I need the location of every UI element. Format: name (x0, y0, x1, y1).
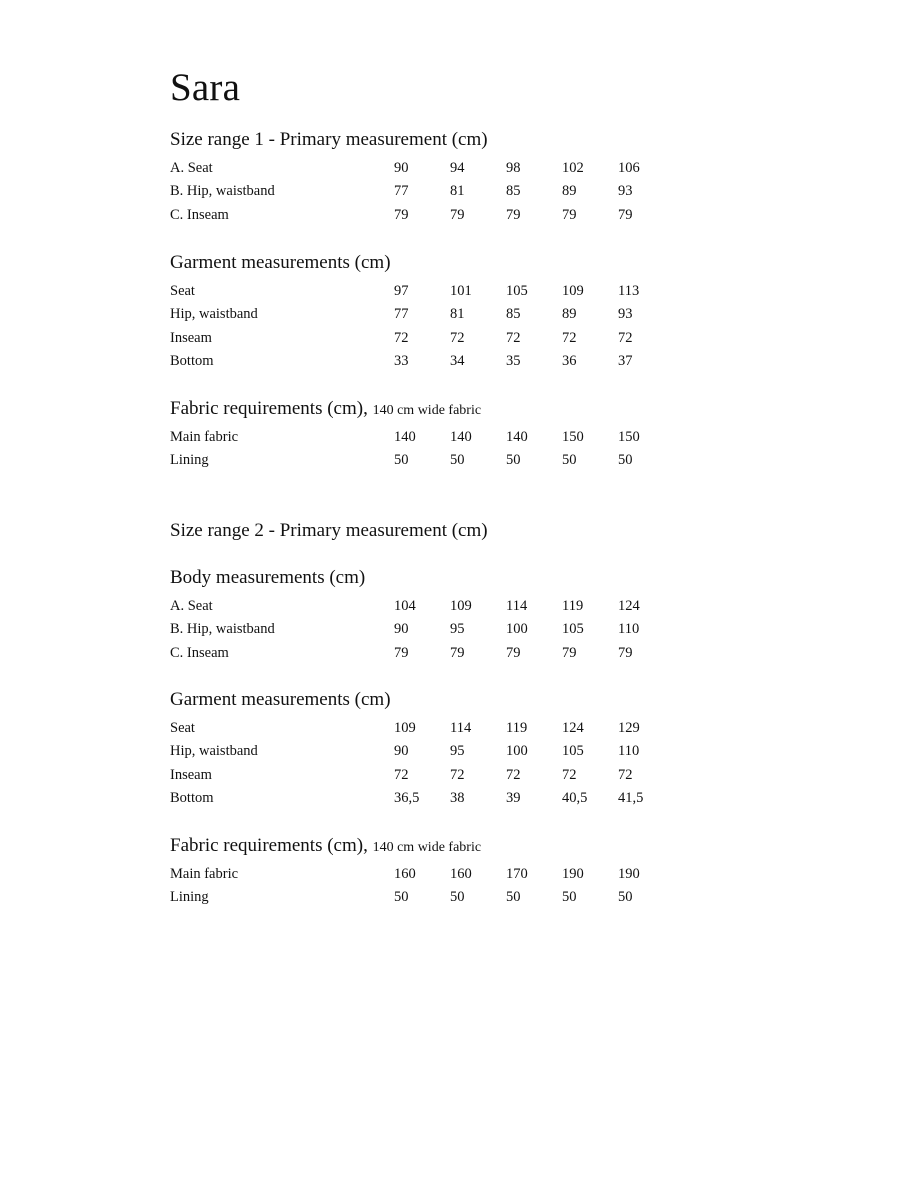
table-row-inseam (170, 327, 730, 350)
size-value-3: 79 (506, 206, 521, 223)
row-label: B. Hip, waistband (170, 621, 275, 638)
size-value-3: 35 (506, 353, 521, 370)
size-value-1: 33 (394, 353, 409, 370)
size-value-1: 77 (394, 306, 409, 323)
size-value-3: 85 (506, 183, 521, 200)
size-value-2: 81 (450, 306, 465, 323)
size-value-3: 100 (506, 621, 528, 638)
size-value-3: 140 (506, 429, 528, 445)
size-value-2: 72 (450, 766, 465, 783)
section-heading-text: Fabric requirements (cm), (170, 835, 368, 856)
size-value-2: 114 (450, 720, 472, 736)
size-value-1: 109 (394, 720, 416, 736)
size-value-3: 119 (506, 720, 528, 736)
section-heading-text: Size range 2 - Primary measurement (cm) (170, 520, 488, 541)
size-value-4: 119 (562, 598, 584, 614)
size-value-5: 190 (618, 866, 640, 882)
table-row-a-seat (170, 157, 730, 180)
size-value-5: 106 (618, 160, 640, 176)
size-value-1: 90 (394, 160, 409, 176)
section-1 (170, 128, 730, 227)
size-value-2: 95 (450, 621, 465, 638)
size-value-1: 97 (394, 283, 409, 299)
size-value-2: 81 (450, 183, 465, 200)
size-value-3: 114 (506, 598, 528, 614)
table-row-bottom (170, 350, 730, 373)
size-value-3: 105 (506, 283, 528, 299)
row-label: A. Seat (170, 598, 213, 614)
row-label: Hip, waistband (170, 306, 258, 323)
size-value-3: 39 (506, 790, 521, 807)
size-value-4: 72 (562, 766, 577, 783)
measurement-table (170, 157, 730, 227)
size-value-1: 72 (394, 766, 409, 783)
size-value-1: 140 (394, 429, 416, 445)
size-value-4: 89 (562, 183, 577, 200)
size-value-1: 79 (394, 206, 409, 223)
section-6 (170, 688, 730, 811)
table-row-b-hip-waistband (170, 618, 730, 641)
row-label: Lining (170, 889, 209, 906)
size-value-3: 50 (506, 452, 521, 469)
size-value-3: 100 (506, 743, 528, 760)
section-heading (170, 397, 730, 421)
section-heading (170, 834, 730, 858)
measurement-table (170, 280, 730, 374)
size-value-5: 110 (618, 743, 640, 760)
document-title: Sara (170, 66, 241, 109)
table-row-b-hip-waistband (170, 180, 730, 203)
row-label: Seat (170, 720, 195, 736)
size-value-2: 34 (450, 353, 465, 370)
measurement-table (170, 717, 730, 811)
section-heading-text: Garment measurements (cm) (170, 252, 391, 273)
size-value-4: 190 (562, 866, 584, 882)
size-value-2: 50 (450, 889, 465, 906)
table-row-hip-waistband (170, 740, 730, 763)
table-row-hip-waistband (170, 303, 730, 326)
size-value-5: 41,5 (618, 790, 644, 807)
table-row-bottom (170, 787, 730, 810)
row-label: Bottom (170, 353, 214, 370)
size-value-5: 124 (618, 598, 640, 614)
section-heading (170, 519, 730, 543)
section-heading-text: Size range 1 - Primary measurement (cm) (170, 129, 488, 150)
size-value-2: 72 (450, 329, 465, 346)
table-row-main-fabric (170, 426, 730, 449)
size-value-4: 105 (562, 743, 584, 760)
table-row-seat (170, 717, 730, 740)
measurement-table (170, 426, 730, 473)
section-heading-note: 140 cm wide fabric (372, 840, 482, 855)
section-heading (170, 566, 730, 590)
size-value-1: 77 (394, 183, 409, 200)
size-value-3: 50 (506, 889, 521, 906)
size-value-5: 93 (618, 306, 633, 323)
size-value-4: 105 (562, 621, 584, 638)
measurement-table (170, 595, 730, 665)
size-value-5: 150 (618, 429, 640, 445)
size-value-1: 90 (394, 743, 409, 760)
size-value-5: 79 (618, 206, 633, 223)
size-value-5: 110 (618, 621, 640, 638)
section-heading (170, 688, 730, 712)
size-value-1: 36,5 (394, 790, 420, 807)
measurement-table (170, 863, 730, 910)
size-value-2: 160 (450, 866, 472, 882)
size-value-2: 140 (450, 429, 472, 445)
size-value-4: 40,5 (562, 790, 588, 807)
row-label: Inseam (170, 329, 212, 346)
size-value-2: 79 (450, 206, 465, 223)
size-value-2: 101 (450, 283, 472, 299)
size-value-5: 93 (618, 183, 633, 200)
size-value-4: 109 (562, 283, 584, 299)
size-value-4: 89 (562, 306, 577, 323)
table-row-seat (170, 280, 730, 303)
size-value-5: 50 (618, 889, 633, 906)
section-4 (170, 519, 730, 543)
row-label: B. Hip, waistband (170, 183, 275, 200)
table-row-inseam (170, 764, 730, 787)
section-7 (170, 834, 730, 910)
size-value-2: 38 (450, 790, 465, 807)
row-label: Main fabric (170, 429, 239, 445)
table-row-c-inseam (170, 204, 730, 227)
size-value-3: 170 (506, 866, 528, 882)
size-value-2: 95 (450, 743, 465, 760)
row-label: Main fabric (170, 866, 239, 882)
size-value-4: 50 (562, 889, 577, 906)
size-value-4: 79 (562, 644, 577, 661)
size-value-2: 109 (450, 598, 472, 614)
size-value-5: 72 (618, 766, 633, 783)
size-value-4: 72 (562, 329, 577, 346)
size-value-4: 36 (562, 353, 577, 370)
size-value-2: 94 (450, 160, 465, 176)
row-label: A. Seat (170, 160, 213, 176)
section-5 (170, 566, 730, 665)
section-2 (170, 251, 730, 374)
size-value-3: 98 (506, 160, 521, 176)
row-label: Bottom (170, 790, 214, 807)
section-heading-text: Fabric requirements (cm), (170, 398, 368, 419)
table-row-a-seat (170, 595, 730, 618)
size-value-1: 50 (394, 889, 409, 906)
section-heading-text: Garment measurements (cm) (170, 689, 391, 710)
row-label: Inseam (170, 766, 212, 783)
row-label: Seat (170, 283, 195, 299)
row-label: Hip, waistband (170, 743, 258, 760)
size-value-3: 85 (506, 306, 521, 323)
row-label: C. Inseam (170, 206, 229, 223)
table-row-c-inseam (170, 642, 730, 665)
row-label: Lining (170, 452, 209, 469)
size-value-1: 90 (394, 621, 409, 638)
section-heading-text: Body measurements (cm) (170, 567, 366, 588)
size-value-1: 160 (394, 866, 416, 882)
size-value-1: 104 (394, 598, 416, 614)
size-value-2: 79 (450, 644, 465, 661)
size-value-1: 72 (394, 329, 409, 346)
size-value-4: 50 (562, 452, 577, 469)
size-value-5: 79 (618, 644, 633, 661)
size-value-2: 50 (450, 452, 465, 469)
section-heading (170, 128, 730, 152)
size-value-5: 72 (618, 329, 633, 346)
table-row-lining (170, 449, 730, 472)
size-value-4: 102 (562, 160, 584, 176)
size-value-4: 124 (562, 720, 584, 736)
table-row-main-fabric (170, 863, 730, 886)
size-value-3: 72 (506, 329, 521, 346)
size-value-5: 50 (618, 452, 633, 469)
size-value-1: 50 (394, 452, 409, 469)
size-value-3: 79 (506, 644, 521, 661)
size-value-5: 113 (618, 283, 640, 299)
size-value-5: 129 (618, 720, 640, 736)
size-value-4: 79 (562, 206, 577, 223)
section-3 (170, 397, 730, 473)
size-value-1: 79 (394, 644, 409, 661)
size-value-4: 150 (562, 429, 584, 445)
size-value-3: 72 (506, 766, 521, 783)
size-value-5: 37 (618, 353, 633, 370)
row-label: C. Inseam (170, 644, 229, 661)
table-row-lining (170, 886, 730, 909)
section-heading (170, 251, 730, 275)
section-heading-note: 140 cm wide fabric (372, 403, 482, 418)
